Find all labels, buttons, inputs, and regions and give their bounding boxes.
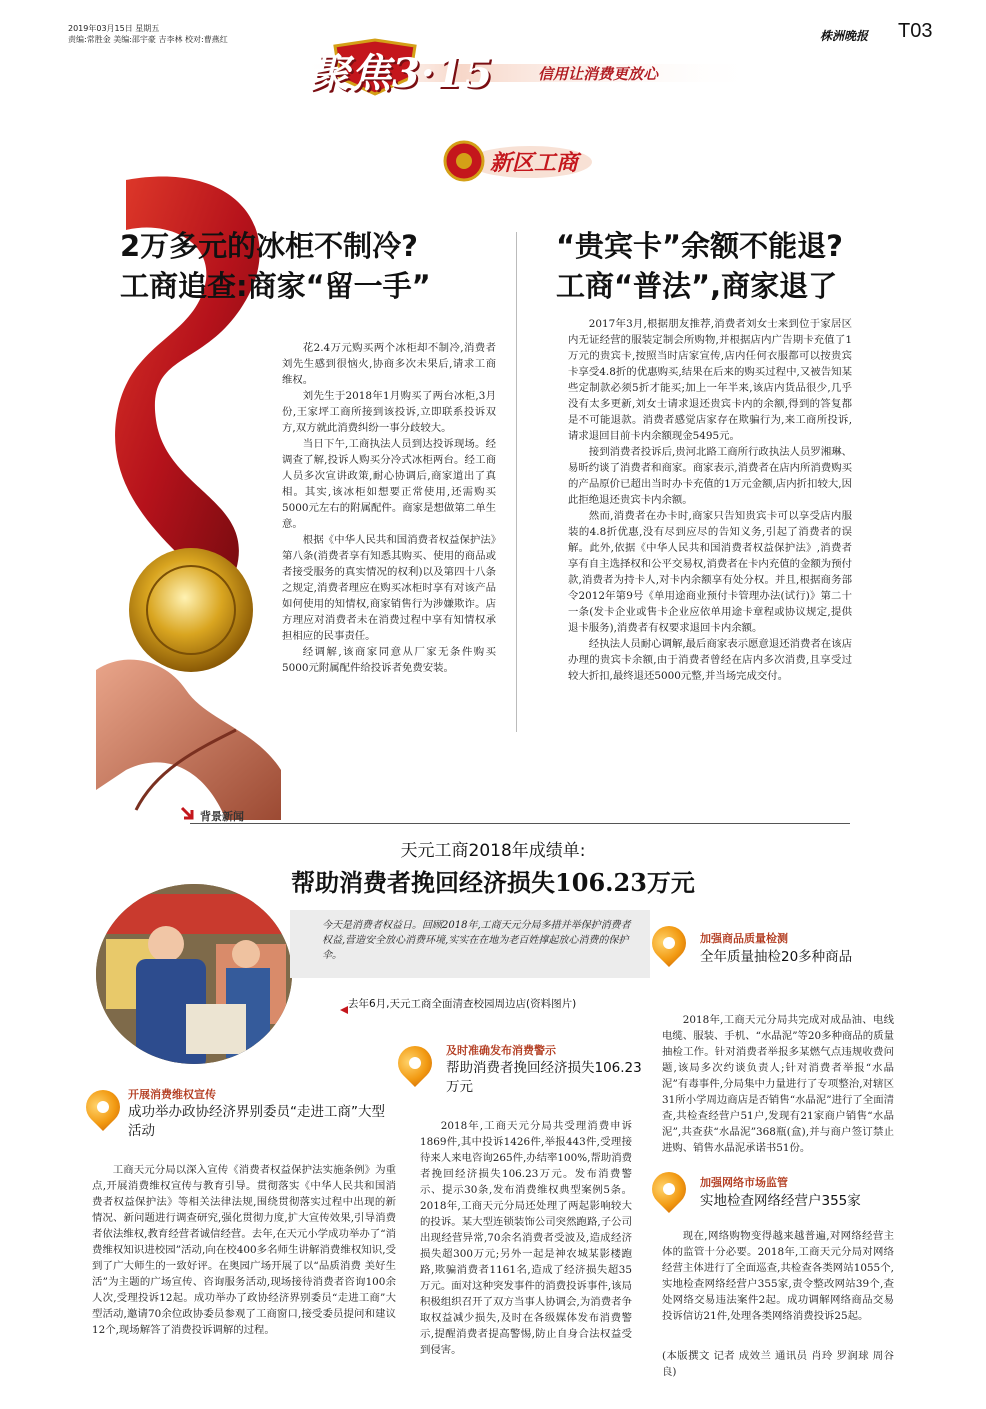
bullet-icon [652, 1172, 686, 1206]
triangle-icon [340, 999, 348, 1007]
right-headline-line-2: 工商“普法”,商家退了 [556, 269, 838, 303]
intro-text: 今天是消费者权益日。回顾2018年,工商天元分局多措并举保护消费者权益,营造安全放心消费环境,实实在在地为老百姓撑起放心消费的保护伞。 [322, 920, 631, 961]
paragraph: 经调解,该商家同意从厂家无条件购买5000元附属配件给投诉者免费安装。 [282, 646, 496, 674]
sub-kicker: 加强商品质量检测 [700, 932, 788, 945]
badge-text: 新区工商 [490, 150, 579, 176]
sub-body [92, 1162, 396, 1338]
left-headline-line-2: 工商追查:商家“留一手” [120, 269, 431, 303]
paragraph: 工商天元分局以深入宣传《消费者权益保护法实施条例》为重点,开展消费维权宣传与教育引导。贯彻落实《中华人民共和国消费者权益保护法》等相关法律法规,围绕贯彻落实过程中出现的新情况、新问题进行调查研究,强化贯彻力度,扩大宣传效果,引导消费者依法维权,教育经营者诚信经营。去年,在天元小学成功举办了“消费维权知识进校园”活动,向在校400多名师生讲解消费维权知识,受到了广大师生的一致好评。在奥园广场开展了以“品质消费 美好生活”为主题的广场宣传、咨询服务活动,现场接待消费者咨询100余人次,受理投诉12起。成功举办了政协经济界别委员“走进工商”大型活动,邀请70余位政协委员参观了工商窗口,接受委员提问和建议12个,现场解答了消费投诉调解的过程。 [92, 1164, 396, 1336]
column-divider [516, 232, 517, 732]
bullet-icon [86, 1090, 120, 1124]
background-title-line-2: 帮助消费者挽回经济损失106.23万元 [291, 868, 695, 897]
paragraph: 然而,消费者在办卡时,商家只告知贵宾卡可以享受店内服装的4.8折优惠,没有尽到应尽的告知义务,引起了消费者的误解。此外,依据《中华人民共和国消费者权益保护法》,消费者享有自主选择权和公平交易权,消费者在卡内充值的金额为预付款,消费者为持卡人,对卡内余额享有处分权。并且,根据商务部令2012年第9号《单用途商业预付卡管理办法(试行)》第二十一条(发卡企业或售卡企业应依单用途卡章程或协议规定,提供退卡服务),消费者有权要求退回卡内余额。 [568, 510, 852, 634]
banner-subtitle: 信用让消费更放心 [538, 65, 659, 83]
paragraph: 花2.4万元购买两个冰柜却不制冷,消费者刘先生感到很恼火,协商多次未果后,请求工商维权。 [282, 342, 496, 386]
sub-body [662, 1228, 894, 1324]
paragraph: 刘先生于2018年1月购买了两台冰柜,3月份,王家坪工商所接到该投诉,立即联系投诉双方,双方就此消费纠纷一事分歧较大。 [282, 390, 496, 434]
photo-illustration [96, 884, 292, 1064]
sub-title: 帮助消费者挽回经济损失106.23万元 [446, 1060, 642, 1095]
sub-kicker: 开展消费维权宣传 [128, 1088, 216, 1101]
right-story-headline [556, 226, 956, 306]
sub-title: 成功举办政协经济界别委员“走进工商”大型活动 [128, 1104, 385, 1139]
sub-body [420, 1118, 632, 1358]
sub-kicker: 加强网络市场监管 [700, 1176, 788, 1189]
sub-body [662, 1012, 894, 1156]
byline: (本版撰文 记者 成效兰 通讯员 肖玲 罗润球 周谷良) [662, 1350, 894, 1378]
paragraph: 经执法人员耐心调解,最后商家表示愿意退还消费者在该店办理的贵宾卡余额,由于消费者曾经在店内多次消费,且享受过较大折扣,最终退还5000元整,并当场完成交付。 [568, 638, 852, 682]
handshake-image [96, 660, 281, 820]
paragraph: 根据《中华人民共和国消费者权益保护法》第八条(消费者享有知悉其购买、使用的商品或者接受服务的真实情况的权利)以及第四十八条之规定,消费者理应在购买冰柜时享有对该产品如何使用的知情权,商家销售行为涉嫌欺诈。店方理应对消费者未在消费过程中享有知情权承担相应的民事责任。 [282, 534, 496, 642]
publish-date: 2019年03月15日 星期五 [68, 24, 160, 33]
left-story-body [282, 340, 496, 676]
banner [240, 38, 780, 98]
paragraph: 现在,网络购物变得越来越普遍,对网络经营主体的监管十分必要。2018年,工商天元分局对网络经营主体进行了全面巡查,共检查各类网站1055个,实地检查网络经营户355家,责令整改网站39个,查处网络交易违法案件2起。成功调解网络商品交易投诉信访21件,处理各类网络消费投诉25起。 [662, 1230, 894, 1322]
background-title-line-1: 天元工商2018年成绩单: [400, 841, 586, 861]
arrow-icon [180, 806, 196, 822]
sub-title: 实地检查网络经营户355家 [700, 1193, 861, 1209]
page-number: T03 [898, 20, 933, 42]
inspection-photo [96, 884, 292, 1064]
bullet-icon [652, 926, 686, 960]
banner-title: 聚焦3·15 [310, 50, 494, 97]
section-label: 背景新闻 [200, 810, 244, 823]
sub-title: 全年质量抽检20多种商品 [700, 949, 853, 965]
left-headline-line-1: 2万多元的冰柜不制冷? [120, 229, 419, 263]
paragraph: 2018年,工商天元分局共受理消费申诉1869件,其中投诉1426件,举报443件,受理接待来人来电咨询265件,办结率100%,帮助消费者挽回经济损失106.23万元。发布消费警示、提示30条,发布消费维权典型案例5条。2018年,工商天元分局还处理了两起影响较大的投诉。某大型连锁装饰公司突然跑路,子公司出现经营异常,70余名消费者受波及,造成经济损失超300万元;另外一起是神农城某影楼跑路,欺骗消费者1161名,造成了经济损失超35万元。面对这种突发事件的消费投诉事件,该局积极组织召开了双方当事人协调会,为消费者争取权益减少损失,及时在各级媒体发布消费警示,提醒消费者提高警惕,防止自身合法权益受到侵害。 [420, 1120, 633, 1356]
sub-kicker: 及时准确发布消费警示 [446, 1044, 556, 1057]
section-badge [438, 138, 598, 184]
right-story-body [568, 316, 852, 684]
paragraph: 2017年3月,根据朋友推荐,消费者刘女士来到位于家居区内无证经营的服装定制会所购物,并根据店内广告期卡充值了1万元的贵宾卡,按照当时店家宣传,店内任何衣服都可以按贵宾卡享受4.8折的优惠购买,结果在后来的购买过程中,又被告知某些定制款必须5折才能买;加上一年半来,该店内货品很少,几乎没有太多更新,刘女士请求退还贵宾卡内的余额,得到的答复都是不可能退款。消费者感觉店家存在欺骗行为,来工商所投诉,请求退回目前卡内余额现金5495元。 [568, 318, 852, 442]
paper-name: 株洲晚报 [820, 29, 869, 43]
section-rule [190, 823, 850, 824]
left-story-headline [120, 226, 530, 306]
bullet-icon [398, 1046, 432, 1080]
photo-caption: 去年6月,天元工商全面清查校园周边店(资料图片) [348, 998, 577, 1010]
paragraph: 接到消费者投诉后,贵河北路工商所行政执法人员罗湘琳、易昕约谈了消费者和商家。商家表示,消费者在店内所消费购买的产品原价已超出当时办卡充值的1万元金额,店内折扣较大,因此拒绝退还贵宾卡内余额。 [568, 446, 852, 506]
right-headline-line-1: “贵宾卡”余额不能退? [556, 229, 843, 263]
paragraph: 当日下午,工商执法人员到达投诉现场。经调查了解,投诉人购买分冷式冰柜两台。经工商人员多次宣讲政策,耐心协调后,商家道出了真相。其实,该冰柜如想要正常使用,还需购买5000元左右的附属配件。商家是想做第二单生意。 [282, 438, 496, 530]
paragraph: 2018年,工商天元分局共完成对成品油、电线电缆、服装、手机、“水晶泥”等20多种商品的质量抽检工作。针对消费者举报多某燃气点违规收费问题,该局多次约谈负责人;针对消费者举报“水晶泥”有毒事件,分局集中力量进行了专项整治,对辖区31所小学周边商店是否销售“水晶泥”进行了全面清查,共检查经营户51户,发现有21家商户销售“水晶泥”,共查获“水晶泥”368瓶(盒),并与商户签订禁止进购、销售水晶泥承诺书51份。 [662, 1014, 894, 1154]
editor-credits: 责编:常胜金 美编:邵宇豪 吉李林 校对:曹燕红 [68, 35, 228, 44]
